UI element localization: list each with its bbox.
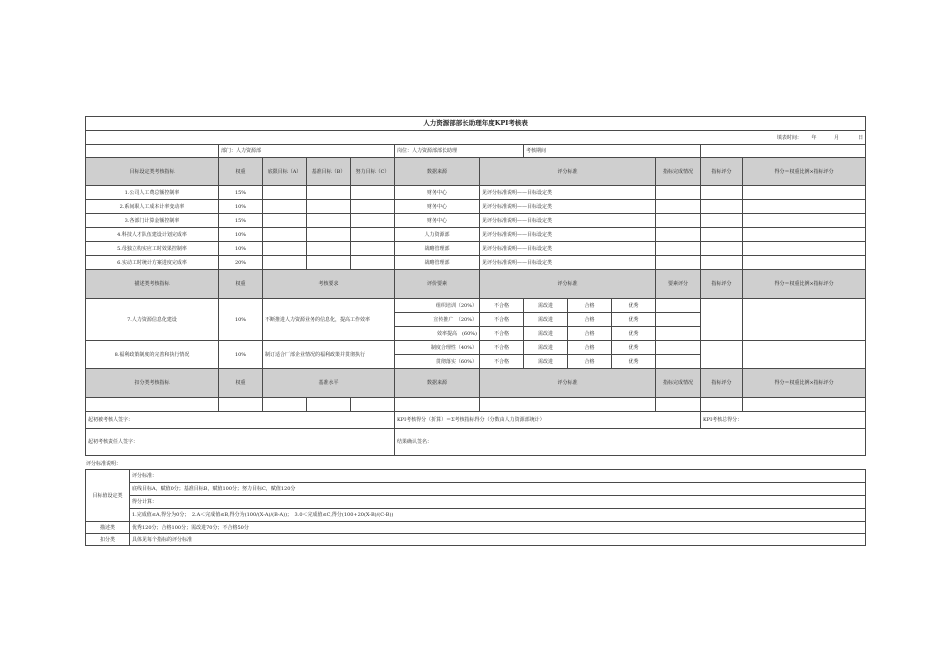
confirm-sign[interactable]: 结果确认签名： <box>395 429 866 456</box>
employee-sign[interactable]: 起初被考核人签字： <box>86 412 395 429</box>
position-cell: 岗位：人力资源部部长助理 <box>395 145 524 158</box>
supervisor-sign[interactable]: 起初考核责任人签字： <box>86 429 395 456</box>
desc-label: 描述类 <box>86 522 130 534</box>
deduct-label: 扣分类 <box>86 534 130 546</box>
kpi-table <box>85 116 866 456</box>
table-row <box>86 398 866 412</box>
notes-title: 评分标准说明： <box>86 461 122 467</box>
table-row: 1.公司人工费总额控制率 15% 财务中心 见评分标准说明——目标设定类 <box>86 186 866 200</box>
sheet-title: 人力资源部部长助理年度KPI考核表 <box>86 117 866 131</box>
target-label: 目标值设定类 <box>86 470 130 522</box>
table-row: 2.系间职人工成本计率变动率 10% 财务中心 见评分标准说明——目标设定类 <box>86 200 866 214</box>
kpi-total[interactable]: KPI考核总得分： <box>701 412 866 429</box>
table-row: 宣传推广 （20%） 不合格 需改进 合格 优秀 <box>86 313 866 327</box>
kpi-sheet <box>85 116 865 546</box>
table-row: 4.科技人才队伍建设计划完成率 10% 人力资源部 见评分标准说明——目标设定类 <box>86 228 866 242</box>
sec1-header: 目标设定类考核指标 权重 底限目标（A） 基准目标（B） 努力目标（C） 数据来源 评分标准 指标完成情况 指标评分 得分＝权重比例×指标评分 <box>86 158 866 186</box>
sec2-header: 描述类考核指标 权重 考核要求 评价要素 评分标准 要素评分 指标评分 得分＝权重比例×指标评分 <box>86 270 866 299</box>
dept-cell: 部门：人力资源部 <box>219 145 395 158</box>
table-row: 7.人力资源信息化建设 10% 不断推进人力资源业务的信息化，提高工作效率 组织培训（20%） 不合格 需改进 合格 优秀 <box>86 299 866 313</box>
table-row: 3.各部门计算金额控制率 15% 财务中心 见评分标准说明——目标设定类 <box>86 214 866 228</box>
table-row: 8.福利政策制度的完善和执行情况 10% 制订适合厂部企业情况的福利政策并贯彻执行 制度合理性（40%） 不合格 需改进 合格 优秀 <box>86 341 866 355</box>
table-row: 5.母独立构实应工时效果控制率 10% 战略管理部 见评分标准说明——目标设定类 <box>86 242 866 256</box>
fill-time: 填表时间： 年 月 日 <box>86 131 866 145</box>
kpi-formula: KPI考核得分（折算）＝Σ考核指标得分（分数由人力资源部统计） <box>395 412 701 429</box>
sec3-header: 扣分类考核指标 权重 基准水平 数据来源 评分标准 指标完成情况 指标评分 得分＝权重比例×指标评分 <box>86 369 866 398</box>
period-cell: 考核期间 <box>524 145 701 158</box>
table-row: 贯彻落实（60%） 不合格 需改进 合格 优秀 <box>86 355 866 369</box>
notes-table: 目标值设定类 评分标准： 底线目标A，赋值0分；基准目标B，赋值100分；努力目标C，赋值120分 得分计算： 1.完成值≤A,得分为0分； 2.A＜完成值≤B,得分为(100/(X-A)/(B-A))； 3.0＜完成值≤C,得分(100+20(X-B)/(C-B)) 描述类 优秀120分；合格100分；需改进70分；不合格50分 扣分类 具体见每个指标的评分标准 <box>85 469 866 546</box>
table-row: 6.实动工时统计方案进度完成率 20% 战略管理部 见评分标准说明——目标设定类 <box>86 256 866 270</box>
table-row: 效率提高 (60%) 不合格 需改进 合格 优秀 <box>86 327 866 341</box>
